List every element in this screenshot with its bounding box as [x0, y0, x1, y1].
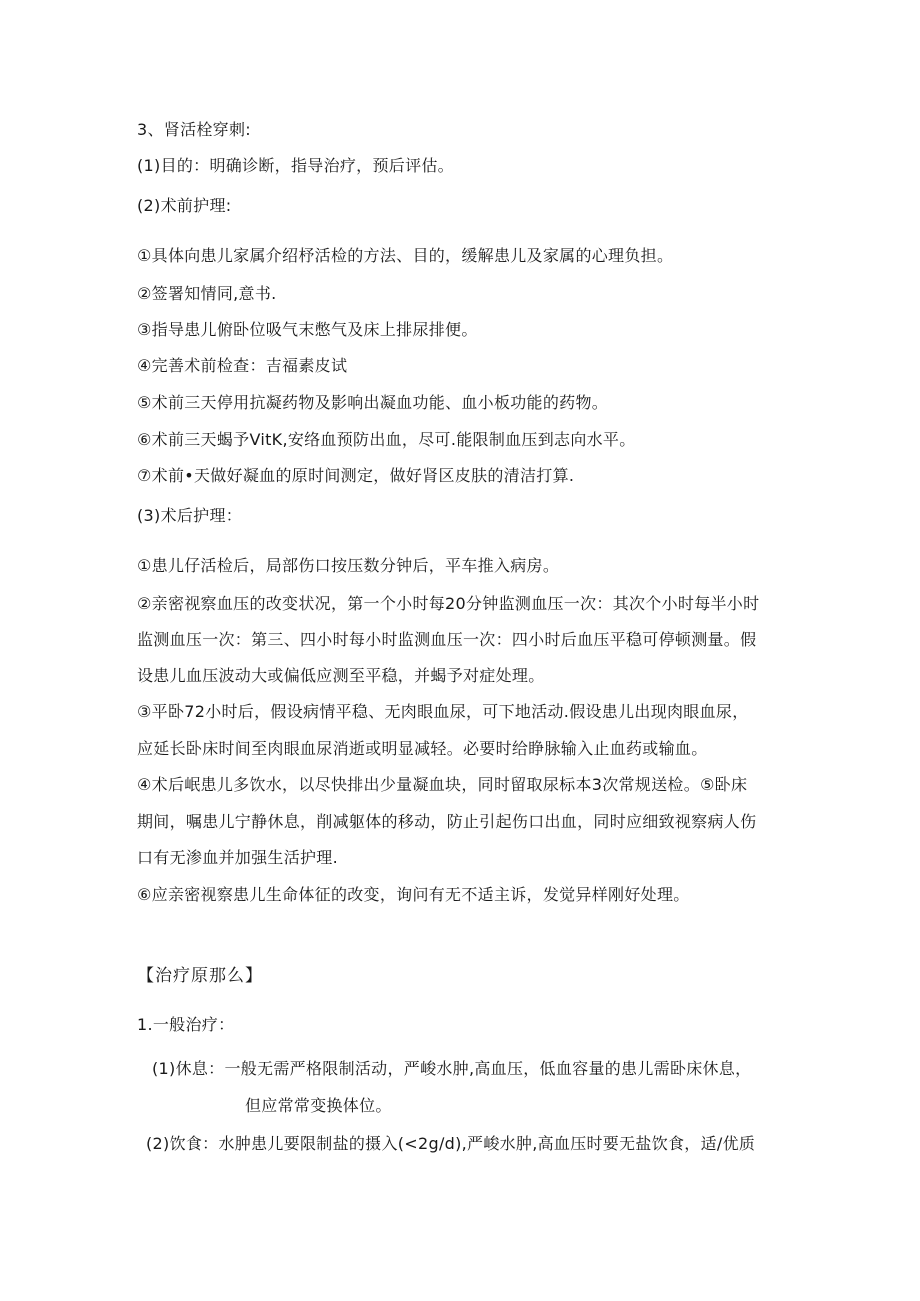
preop-item: ④完善术前检查：吉福素皮试: [137, 356, 348, 375]
preop-item: ⑦术前•天做好凝血的原时间测定，做好肾区皮肤的清洁打算.: [137, 466, 575, 485]
postop-line: 期间，嘱患儿宁静休息，削减躯体的移动，防止引起伤口出血，同时应细致视察病人伤: [137, 812, 757, 831]
postop-line: ①患儿仔活检后，局部伤口按压数分钟后，平车推入病房。: [137, 556, 560, 575]
postop-line: 应延长卧床时间至肉眼血尿消逝或明显减轻。必要时给睁脉输入止血药或输血。: [137, 739, 708, 758]
treatment-heading: 【治疗原那么】: [137, 966, 263, 986]
postop-line: 设患儿血压波动大或偏低应测至平稳，并蝎予对症处理。: [137, 666, 545, 685]
general-treatment-title: 1.一般治疗：: [137, 1015, 235, 1034]
rest-line: (1)休息：一般无需严格限制活动，严峻水肿,高血压，低血容量的患儿需卧床休息，: [152, 1059, 752, 1078]
postop-heading: (3)术后护理：: [137, 506, 243, 525]
postop-line: ②亲密视察血压的改变状况，第一个小时每20分钟监测血压一次：其次个小时每半小时: [137, 594, 760, 613]
postop-line: 口有无渗血并加强生活护理.: [137, 848, 338, 867]
section-3-purpose: (1)目的：明确诊断，指导治疗，预后评估。: [137, 156, 454, 175]
postop-line: ⑥应亲密视察患儿生命体征的改变，询问有无不适主诉，发觉异样刚好处理。: [137, 885, 690, 904]
preop-item: ③指导患儿俯卧位吸气末憋气及床上排尿排便。: [137, 320, 478, 339]
postop-line: ④术后岷患儿多饮水，以尽快排出少量凝血块，同时留取尿标本3次常规送检。⑤卧床: [137, 775, 748, 794]
diet-line: (2)饮食：水肿患儿要限制盐的摄入(<2g∕d),严峻水肿,高血压时要无盐饮食，适/优质: [146, 1134, 756, 1153]
preop-item: ⑤术前三天停用抗凝药物及影响出凝血功能、血小板功能的药物。: [137, 393, 609, 412]
preop-heading: (2)术前护理:: [137, 196, 232, 215]
postop-line: 监测血压一次：第三、四小时每小时监测血压一次：四小时后血压平稳可停顿测量。假: [137, 630, 757, 649]
preop-item: ⑥术前三天蝎予VitK,安络血预防出血，尽可.能限制血压到志向水平。: [137, 430, 636, 449]
section-3-title: 3、肾活栓穿刺:: [137, 120, 251, 139]
rest-line-continued: 但应常常变换体位。: [245, 1096, 392, 1115]
preop-item: ①具体向患儿家属介绍杼活检的方法、目的，缓解患儿及家属的心理负担。: [137, 246, 674, 265]
preop-item: ②签署知情同,意书.: [137, 284, 277, 303]
postop-line: ③平卧72小时后，假设病情平稳、无肉眼血尿，可下地活动.假设患儿出现肉眼血尿，: [137, 702, 749, 721]
